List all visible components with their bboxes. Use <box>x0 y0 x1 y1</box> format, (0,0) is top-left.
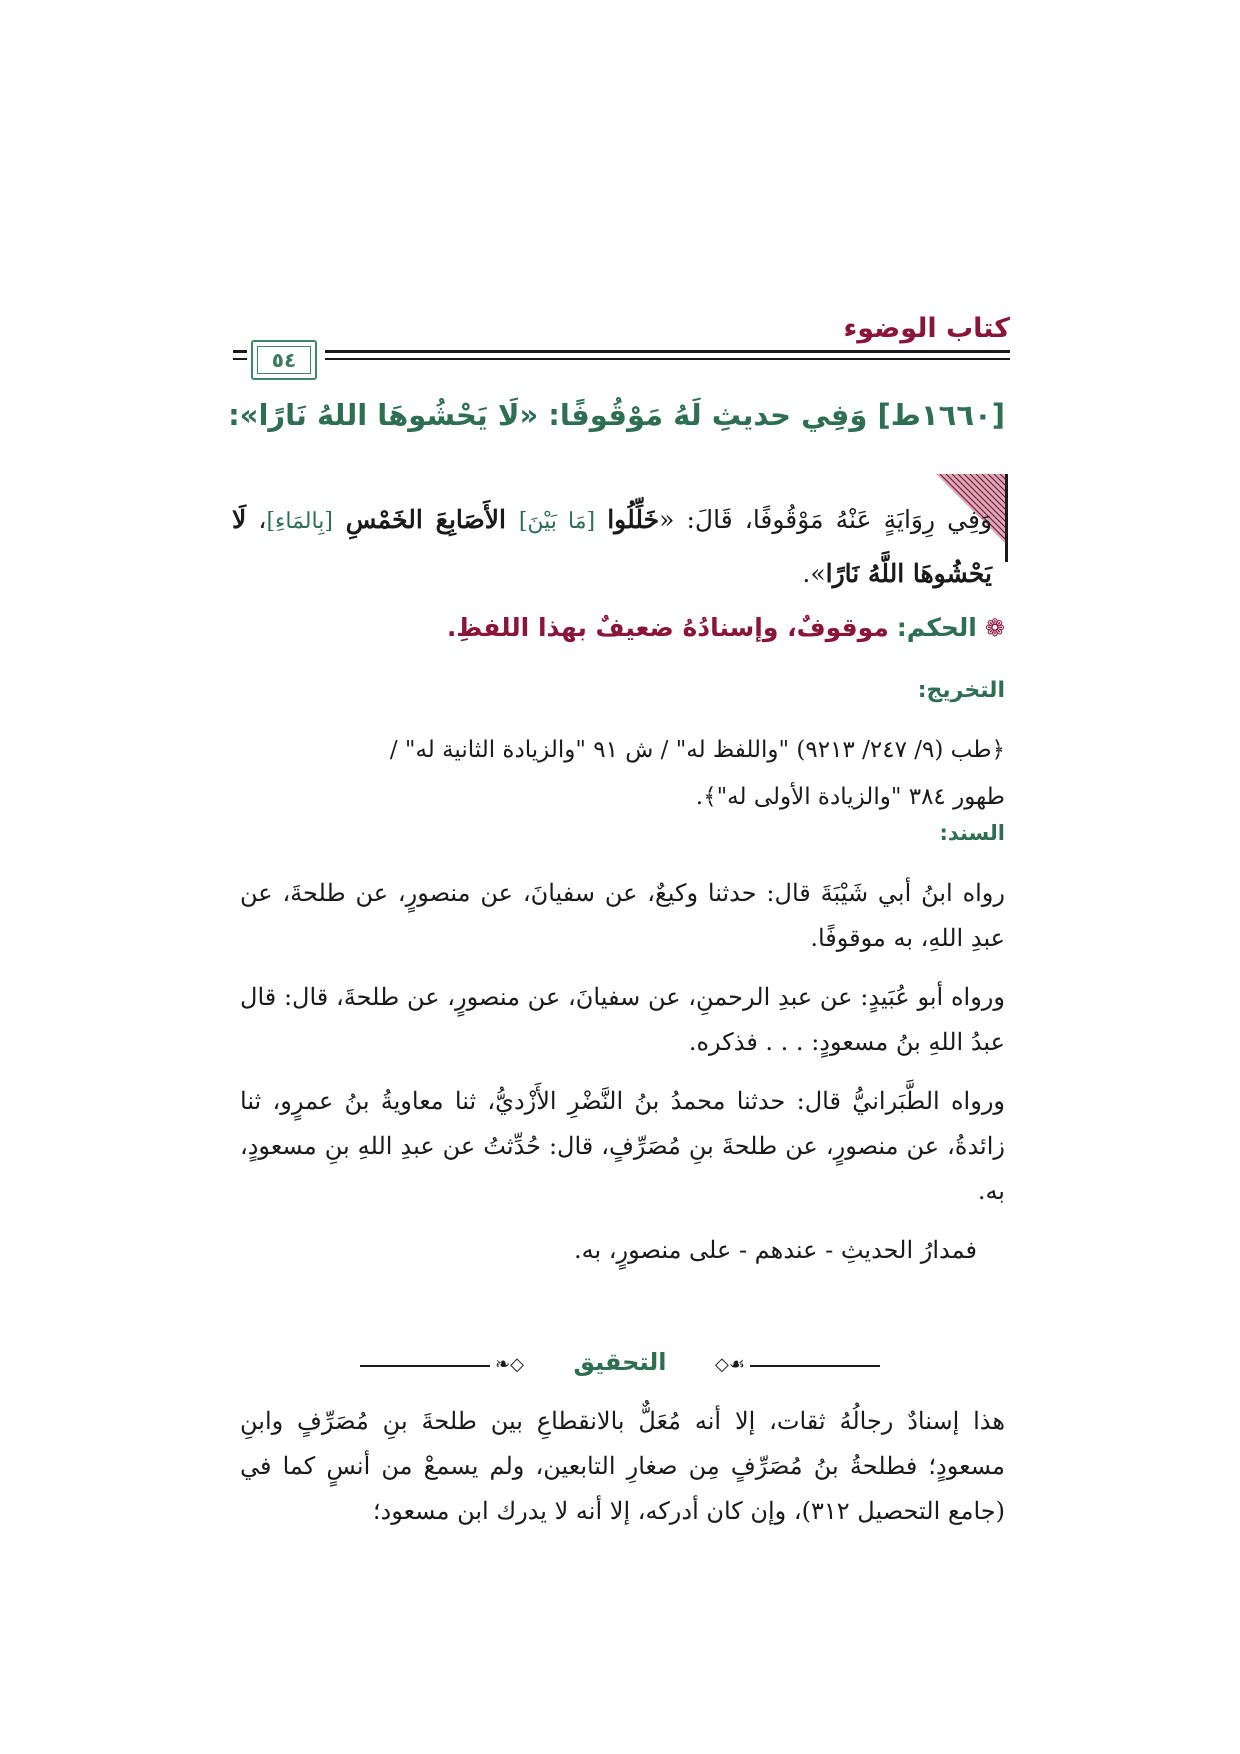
sanad-paragraph-2: ورواه أبو عُبَيدٍ: عن عبدِ الرحمنِ، عن سفيانَ، عن منصورٍ، عن طلحةَ، قال: قال عبدُ اللهِ بنُ مسعودٍ: . . . فذكره. <box>240 983 1005 1056</box>
sanad-paragraph-3: ورواه الطَّبَرانيُّ قال: حدثنا محمدُ بنُ النَّضْرِ الأَزْديُّ، ثنا معاويةُ بنُ عمرٍو، ثنا زائدةُ، عن منصورٍ، عن طلحةَ بنِ مُصَرِّفٍ، قال: حُدِّثتُ عن عبدِ اللهِ بنِ مسعودٍ، به. <box>240 1087 1005 1205</box>
narration-comma: ، <box>246 505 267 534</box>
narration-intro: وَفِي رِوَايَةٍ عَنْهُ مَوْقُوفًا، قَالَ: « <box>659 505 993 534</box>
page-number: ٥٤ <box>271 348 297 372</box>
judgement-label: الحكم: <box>896 613 977 642</box>
running-title: كتاب الوضوء <box>843 313 1010 344</box>
page-number-badge <box>251 340 317 380</box>
takhrij-line-1: ﴿طب (٩/ ٢٤٧/ ٩٢١٣) "واللفظ له" / ش ٩١ "والزيادة الثانية له" / <box>389 737 1005 763</box>
narration-khallilu: خَلِّلُوا <box>607 505 660 534</box>
divider-line-left <box>360 1365 490 1367</box>
takhrij-text <box>240 727 1005 821</box>
narration-addition-1: [مَا بَيْنَ] <box>518 509 596 534</box>
tahqiq-divider <box>360 1348 880 1384</box>
narration-ending: لَا يَحْشُوهَا اللَّهُ نَارًا <box>232 505 992 588</box>
header-rule-upper <box>325 350 1010 353</box>
narration-side-rule <box>1005 474 1008 562</box>
divider-ornament-icon: ◇❧ <box>495 1354 524 1375</box>
flower-ornament-icon: ❁ <box>984 614 1005 642</box>
judgement-line <box>225 613 1005 642</box>
sanad-paragraph-4: فمدارُ الحديثِ - عندهم - على منصورٍ، به. <box>573 1236 977 1264</box>
takhrij-line-2: طهور ٣٨٤ "والزيادة الأولى له"﴾. <box>695 784 1005 810</box>
hadith-heading: [١٦٦٠ط] وَفِي حديثِ لَهُ مَوْقُوفًا: «لَا يَحْشُوهَا اللهُ نَارًا»: <box>228 398 1005 432</box>
takhrij-heading: التخريج: <box>917 678 1005 703</box>
tahqiq-heading: التحقيق <box>573 1348 667 1376</box>
narration-asabi: الأَصَابِعَ الخَمْسِ <box>332 505 519 534</box>
header-rule-left-lower <box>233 358 247 360</box>
header-rule-left-upper <box>233 350 247 353</box>
tahqiq-paragraph: هذا إسنادٌ رجالُهُ ثقات، إلا أنه مُعَلٌّ بالانقطاعِ بين طلحةَ بنِ مُصَرِّفٍ وابنِ مسعودٍ؛ فطلحةُ بنُ مُصَرِّفٍ مِن صغارِ التابعين، ولم يسمعْ من أنسٍ كما في (جامع التحصيل ٣١٢)، وإن كان أدركه، إلا أنه لا يدرك ابن مسعود؛ <box>240 1407 1005 1525</box>
hadith-narration <box>232 494 992 600</box>
header-rule-lower <box>325 358 1010 360</box>
narration-addition-2: [بِالمَاءِ] <box>266 509 333 534</box>
judgement-value: موقوفٌ، وإسنادُهُ ضعيفٌ بهذا اللفظِ. <box>446 613 889 642</box>
divider-line-right <box>750 1365 880 1367</box>
sanad-heading: السند: <box>939 821 1005 845</box>
narration-close: ». <box>802 559 826 588</box>
sanad-paragraph-1: رواه ابنُ أبي شَيْبَةَ قال: حدثنا وكيعٌ، عن سفيانَ، عن منصورٍ، عن طلحةَ، عن عبدِ اللهِ، به موقوفًا. <box>240 879 1005 952</box>
divider-ornament-icon: ☙◇ <box>715 1354 745 1375</box>
